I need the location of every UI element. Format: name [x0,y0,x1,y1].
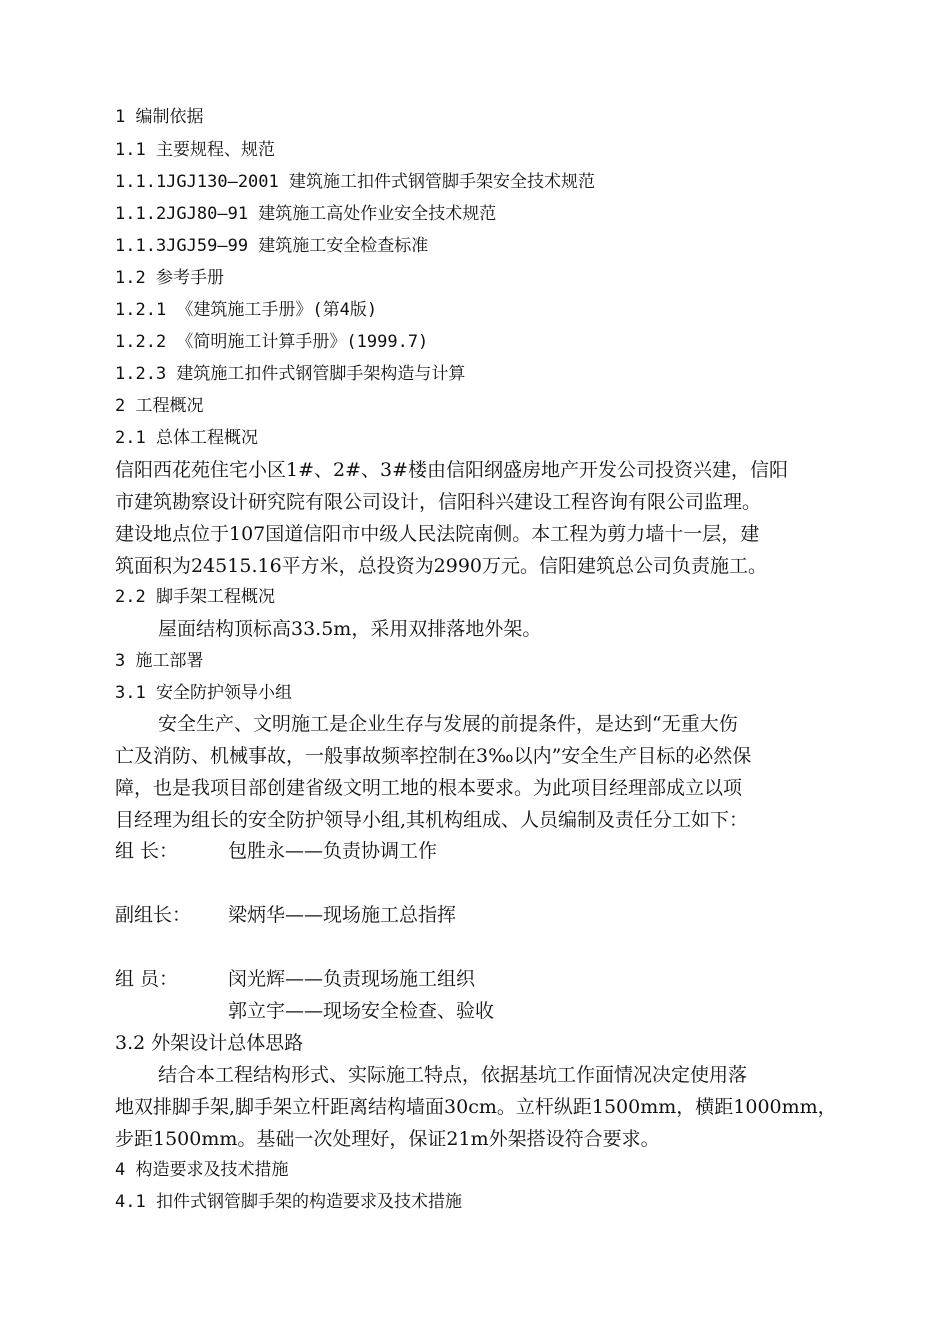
deputy-entry: 梁炳华——现场施工总指挥 [228,904,457,926]
item-1-2-1: 1.2.1 《建筑施工手册》(第4版) [115,300,378,320]
heading-2-2: 2.2 脚手架工程概况 [115,587,275,607]
item-1-1-1: 1.1.1JGJ130—2001 建筑施工扣件式钢管脚手架安全技术规范 [115,172,595,192]
item-1-2-3: 1.2.3 建筑施工扣件式钢管脚手架构造与计算 [115,364,466,384]
role-deputy-label: 副组长： [115,904,192,926]
heading-1-1: 1.1 主要规程、规范 [115,140,275,160]
member-entry-2: 郭立宇——现场安全检查、验收 [228,1000,495,1022]
paragraph-line: 筑面积为24515.16平方米，总投资为2990万元。信阳建筑总公司负责施工。 [115,555,768,577]
paragraph-line: 地双排脚手架,脚手架立杆距离结构墙面30cm。立杆纵距1500mm，横距1000mm， [115,1096,837,1118]
heading-3-1: 3.1 安全防护领导小组 [115,683,292,703]
paragraph-line: 安全生产、文明施工是企业生存与发展的前提条件，是达到“无重大伤 [158,713,738,735]
heading-1-2: 1.2 参考手册 [115,268,224,288]
item-1-1-2: 1.1.2JGJ80—91 建筑施工高处作业安全技术规范 [115,204,497,224]
paragraph-line: 建设地点位于107国道信阳市中级人民法院南侧。本工程为剪力墙十一层，建 [115,523,760,545]
heading-4: 4 构造要求及技术措施 [115,1160,289,1180]
paragraph-line: 目经理为组长的安全防护领导小组,其机构组成、人员编制及责任分工如下： [115,809,749,831]
item-1-2-2: 1.2.2 《简明施工计算手册》(1999.7) [115,332,429,352]
member-entry-1: 闵光辉——负责现场施工组织 [228,968,476,990]
leader-entry: 包胜永——负责协调工作 [228,840,438,862]
item-1-1-3: 1.1.3JGJ59—99 建筑施工安全检查标准 [115,236,429,256]
heading-3-2: 3.2 外架设计总体思路 [115,1032,304,1054]
role-member-label: 组 员： [115,968,179,990]
paragraph-line: 步距1500mm。基础一次处理好，保证21m外架搭设符合要求。 [115,1128,660,1150]
role-leader-label: 组 长： [115,840,179,862]
paragraph-scaffold-overview: 屋面结构顶标高33.5m，采用双排落地外架。 [158,618,542,640]
paragraph-project-overview [115,454,855,582]
paragraph-design-idea [115,1059,855,1155]
paragraph-line: 亡及消防、机械事故，一般事故频率控制在3‰以内”安全生产目标的必然保 [115,745,752,767]
heading-4-1: 4.1 扣件式钢管脚手架的构造要求及技术措施 [115,1192,462,1212]
heading-1: 1 编制依据 [115,107,204,127]
paragraph-safety-group [115,708,855,836]
paragraph-line: 信阳西花苑住宅小区1#、2#、3#楼由信阳纲盛房地产开发公司投资兴建，信阳 [115,459,789,481]
heading-2-1: 2.1 总体工程概况 [115,428,258,448]
heading-3: 3 施工部署 [115,651,204,671]
paragraph-line: 市建筑勘察设计研究院有限公司设计，信阳科兴建设工程咨询有限公司监理。 [115,491,762,513]
paragraph-line: 结合本工程结构形式、实际施工特点，依据基坑工作面情况决定使用落 [158,1064,748,1086]
paragraph-line: 障，也是我项目部创建省级文明工地的根本要求。为此项目经理部成立以项 [115,777,743,799]
heading-2: 2 工程概况 [115,396,204,416]
